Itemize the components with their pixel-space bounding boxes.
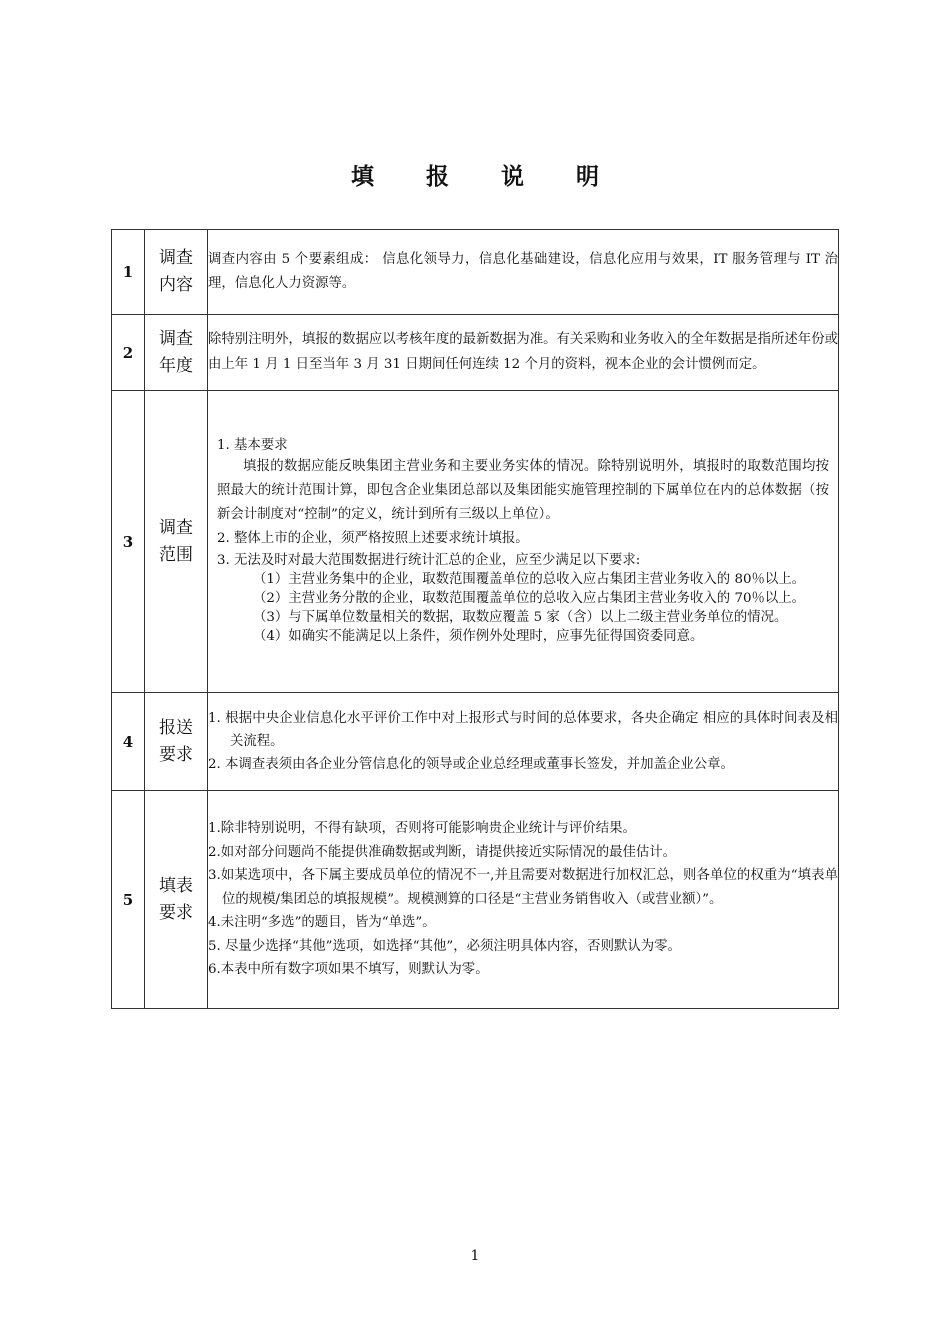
row-content <box>208 230 839 315</box>
instructions-table <box>111 229 839 1009</box>
content-paragraph: 2. 本调查表须由各企业分管信息化的领导或企业总经理或董事长签发，并加盖企业公章。 <box>208 757 734 772</box>
content-paragraph: （4）如确实不能满足以上条件，须作例外处理时，应事先征得国资委同意。 <box>253 629 704 644</box>
row-category <box>145 230 208 315</box>
category-line: 调查 <box>159 248 193 268</box>
category-line: 报送 <box>159 717 193 738</box>
content-paragraph: （1）主营业务集中的企业，取数范围覆盖单位的总收入应占集团主营业务收入的 80％以上。 <box>253 572 806 587</box>
row-content <box>208 391 839 693</box>
row-content <box>208 791 839 1009</box>
row-content <box>208 693 839 791</box>
content-paragraph: 除特别注明外，填报的数据应以考核年度的最新数据为准。有关采购和业务收入的全年数据是指所述年份或由上年 1 月 1 日至当年 3 月 31 日期间任何连续 12 个月的资料，视本企业的会计惯例而定。 <box>208 332 838 372</box>
content-paragraph: （2）主营业务分散的企业，取数范围覆盖单位的总收入应占集团主营业务收入的 70％以上。 <box>253 591 806 606</box>
content-paragraph: 2.如对部分问题尚不能提供准确数据或判断，请提供接近实际情况的最佳估计。 <box>208 844 677 860</box>
category-line: 内容 <box>159 275 193 295</box>
row-category <box>145 791 208 1009</box>
content-paragraph: （3）与下属单位数量相关的数据，取数应覆盖 5 家（含）以上二级主营业务单位的情况。 <box>253 610 788 625</box>
table-row <box>112 315 839 391</box>
content-paragraph: 2. 整体上市的企业，须严格按照上述要求统计填报。 <box>217 531 529 546</box>
row-category <box>145 693 208 791</box>
content-paragraph: 6.本表中所有数字项如果不填写，则默认为零。 <box>208 962 489 978</box>
row-number: 4 <box>112 693 145 791</box>
content-paragraph: 4.未注明“多选”的题目，皆为“单选”。 <box>208 915 436 931</box>
table-row <box>112 391 839 693</box>
row-number: 5 <box>112 791 145 1009</box>
row-content <box>208 315 839 391</box>
category-line: 填表 <box>159 875 193 896</box>
category-line: 年度 <box>159 355 193 376</box>
category-line: 范围 <box>159 544 193 565</box>
row-number: 1 <box>112 230 145 315</box>
row-category <box>145 315 208 391</box>
content-paragraph: 3. 无法及时对最大范围数据进行统计汇总的企业，应至少满足以下要求: <box>217 553 641 568</box>
content-paragraph: 调查内容由 5 个要素组成： 信息化领导力，信息化基础建设，信息化应用与效果，IT 服务管理与 IT 治理，信息化人力资源等。 <box>208 251 838 291</box>
content-paragraph: 1. 根据中央企业信息化水平评价工作中对上报形式与时间的总体要求，各央企确定 相应的具体时间表及相关流程。 <box>208 711 838 749</box>
content-paragraph: 5. 尽量少选择“其他”选项，如选择“其他”，必须注明具体内容，否则默认为零。 <box>208 938 681 954</box>
content-paragraph: 1.除非特别说明，不得有缺项，否则将可能影响贵企业统计与评价结果。 <box>208 821 636 837</box>
page-title: 填 报 说 明 <box>350 164 622 190</box>
category-line: 调查 <box>159 517 193 538</box>
page-number: 1 <box>470 1248 480 1264</box>
row-category <box>145 391 208 693</box>
table-row <box>112 791 839 1009</box>
row-number: 3 <box>112 391 145 693</box>
content-paragraph: 1. 基本要求 <box>217 438 288 453</box>
content-paragraph: 填报的数据应能反映集团主营业务和主要业务实体的情况。除特别说明外，填报时的取数范围均按照最大的统计范围计算，即包含企业集团总部以及集团能实施管理控制的下属单位在内的总体数据（按新会计制度对“控制”的定义，统计到所有三级以上单位）。 <box>217 459 829 522</box>
category-line: 要求 <box>159 902 193 923</box>
row-number: 2 <box>112 315 145 391</box>
category-line: 要求 <box>159 744 193 765</box>
content-paragraph: 3.如某选项中，各下属主要成员单位的情况不一,并且需要对数据进行加权汇总，则各单位的权重为“填表单位的规模/集团总的填报规模”。规模测算的口径是“主营业务销售收入（或营业额）”。 <box>208 868 838 907</box>
category-line: 调查 <box>159 328 193 349</box>
table-row <box>112 230 839 315</box>
table-row <box>112 693 839 791</box>
